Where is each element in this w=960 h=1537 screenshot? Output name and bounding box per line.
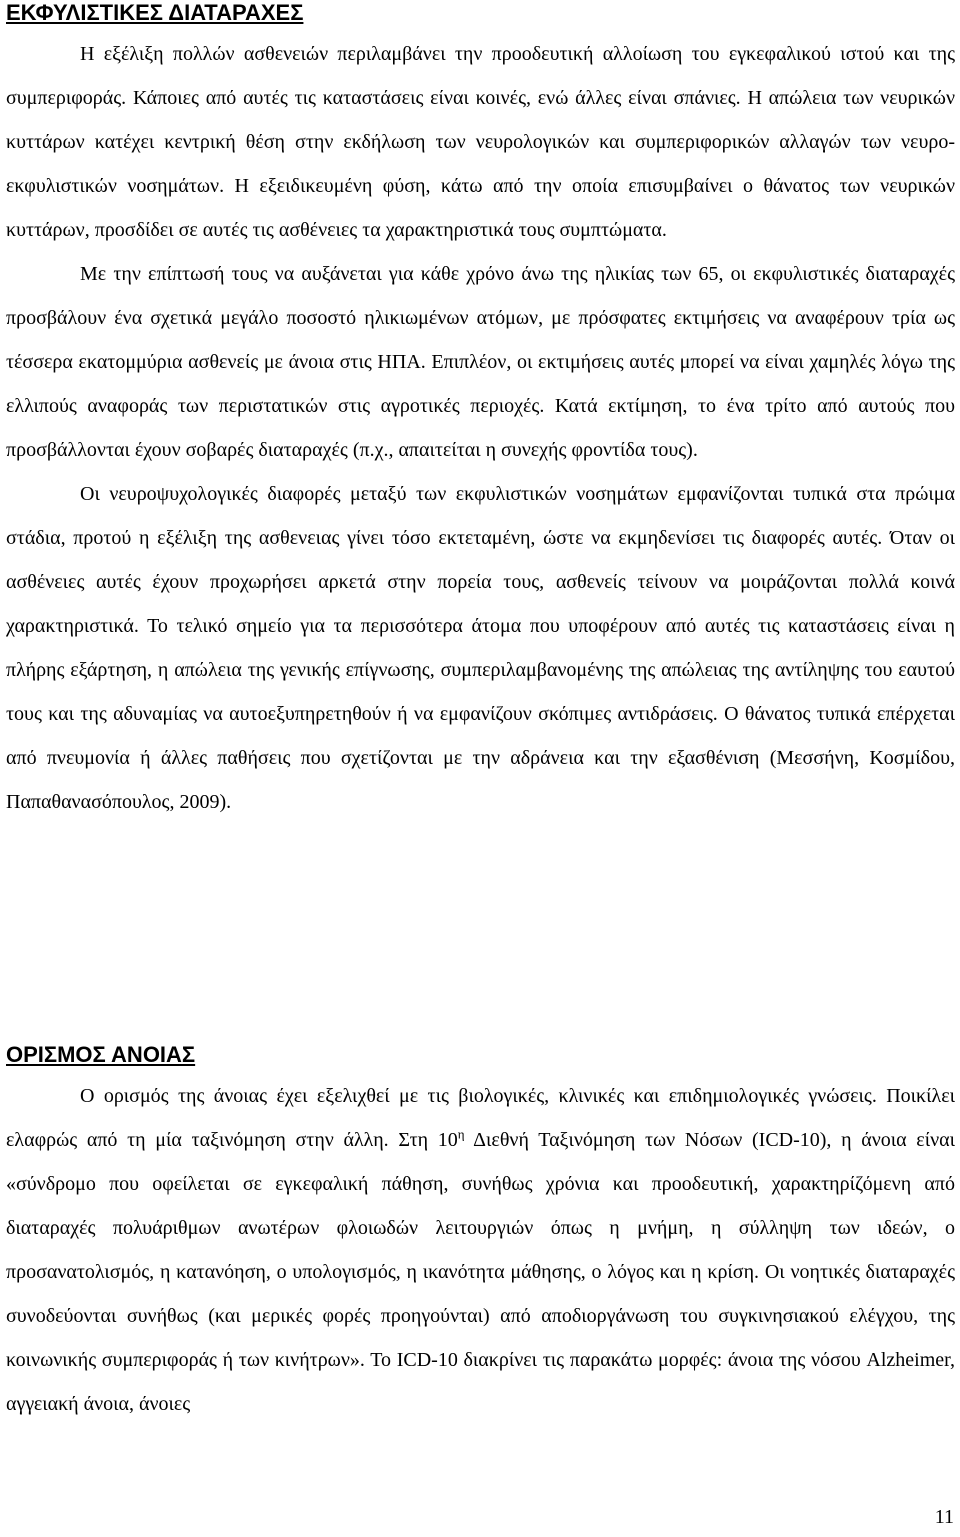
page-number: 11 (934, 1506, 954, 1528)
ordinal-superscript: η (457, 1126, 465, 1142)
section-heading-dementia-definition: ΟΡΙΣΜΟΣ ΑΝΟΙΑΣ (6, 1042, 196, 1067)
section-degenerative-disorders-body (6, 32, 955, 824)
section-dementia-definition-body (6, 1074, 955, 1426)
section-heading-degenerative-disorders: ΕΚΦΥΛΙΣΤΙΚΕΣ ΔΙΑΤΑΡΑΧΕΣ (6, 0, 304, 25)
paragraph: Με την επίπτωσή τους να αυξάνεται για κάθε χρόνο άνω της ηλικίας των 65, οι εκφυλιστικές διαταραχές προσβάλουν ένα σχετικά μεγάλο ποσοστό ηλικιωμένων ατόμων, με πρόσφατες εκτιμήσεις να αναφέρουν τρία ως τέσσερα εκατομμύρια ασθενείς με άνοια στις ΗΠΑ. Επιπλέον, οι εκτιμήσεις αυτές μπορεί να είναι χαμηλές λόγω της ελλιπούς αναφοράς των περιστατικών στις αγροτικές περιοχές. Κατά εκτίμηση, το ένα τρίτο από αυτούς που προσβάλλονται έχουν σοβαρές διαταραχές (π.χ., απαιτείται η συνεχής φροντίδα τους). (6, 263, 955, 461)
paragraph: Η εξέλιξη πολλών ασθενειών περιλαμβάνει την προοδευτική αλλοίωση του εγκεφαλικού ιστού και της συμπεριφοράς. Κάποιες από αυτές τις καταστάσεις είναι κοινές, ενώ άλλες είναι σπάνιες. Η απώλεια των νευρικών κυττάρων κατέχει κεντρική θέση στην εκδήλωση των νευρολογικών και συμπεριφορικών αλλαγών των νευρο-εκφυλιστικών νοσημάτων. Η εξειδικευμένη φύση, κάτω από την οποία επισυμβαίνει ο θάνατος των νευρικών κυττάρων, προσδίδει σε αυτές τις ασθένειες τα χαρακτηριστικά τους συμπτώματα. (6, 43, 955, 241)
paragraph-text-start: Ο ορισμός της άνοιας έχει εξελιχθεί με τις βιολογικές, κλινικές και επιδημιολογικές γνώσεις. Ποικίλει ελαφρώς από τη μία ταξινόμηση στην άλλη. Στη 10 (6, 1085, 955, 1151)
paragraph: Οι νευροψυχολογικές διαφορές μεταξύ των εκφυλιστικών νοσημάτων εμφανίζονται τυπικά στα πρώιμα στάδια, προτού η εξέλιξη της ασθενειας γίνει τόσο εκτεταμένη, ώστε να εκμηδενίσει τις διαφορές αυτές. Όταν οι ασθένειες αυτές έχουν προχωρήσει αρκετά στην πορεία τους, ασθενείς τείνουν να μοιράζονται πολλά κοινά χαρακτηριστικά. Το τελικό σημείο για τα περισσότερα άτομα που υποφέρουν από αυτές τις καταστάσεις είναι η πλήρης εξάρτηση, η απώλεια της γενικής επίγνωσης, συμπεριλαμβανομένης της απώλειας της αντίληψης του εαυτού τους και της αδυναμίας να αυτοεξυπηρετηθούν ή να εμφανίζουν σκόπιμες αντιδράσεις. Ο θάνατος τυπικά επέρχεται από πνευμονία ή άλλες παθήσεις που σχετίζονται με την αδράνεια και την εξασθένιση (Μεσσήνη, Κοσμίδου, Παπαθανασόπουλος, 2009). (6, 483, 955, 813)
paragraph-text-end: Διεθνή Ταξινόμηση των Νόσων (ICD-10), η άνοια είναι «σύνδρομο που οφείλεται σε εγκεφαλική πάθηση, συνήθως χρόνια και προοδευτική, χαρακτηρίζόμενη από διαταραχές πολυάριθμων ανωτέρων φλοιωδών λειτουργιών όπως η μνήμη, η σύλληψη των ιδεών, ο προσανατολισμός, η κατανόηση, ο υπολογισμός, η ικανότητα μάθησης, ο λόγος και η κρίση. Οι νοητικές διαταραχές συνοδεύονται συνήθως (και μερικές φορές προηγούνται) από αποδιοργάνωση του συγκινησιακού ελέγχου, της κοινωνικής συμπεριφοράς ή των κινήτρων». Το ICD-10 διακρίνει τις παρακάτω μορφές: άνοια της νόσου Alzheimer, αγγειακή άνοια, άνοιες (6, 1129, 955, 1415)
paragraph (6, 1074, 955, 1426)
